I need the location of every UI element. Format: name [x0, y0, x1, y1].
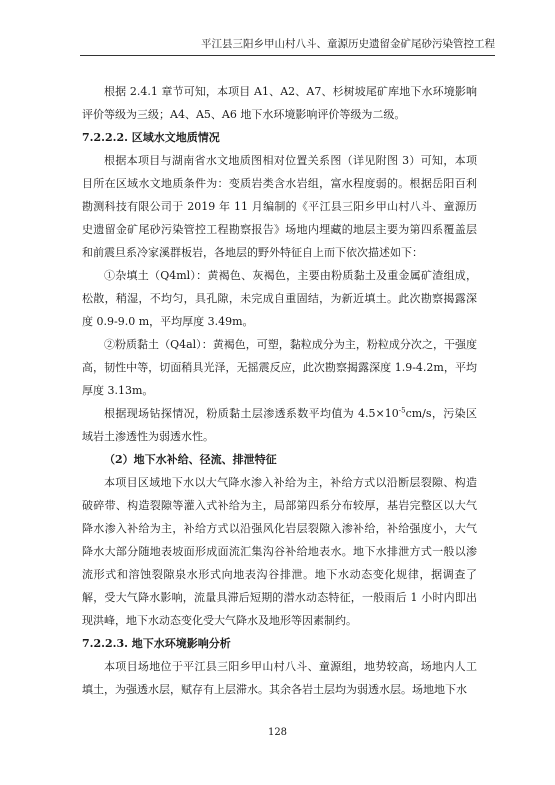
page-body: [82, 80, 477, 701]
paragraph-silty-clay: ②粉质黏土（Q4al）：黄褐色，可塑，黏粒成分为主，粉粒成分次之，干强度高，韧性中等，切面稍具光泽，无摇震反应，此次勘察揭露深度 1.9-4.2m，平均厚度 3.13m。: [82, 338, 477, 397]
paragraph-groundwater-recharge: 本项目区域地下水以大气降水渗入补给为主，补给方式以沿断层裂隙、构造破碎带、构造裂隙等灌入式补给为主，局部第四系分布较厚，基岩完整区以大气降水渗入补给为主，补给方式以沿强风化岩层裂隙入渗补给，补给强度小，大气降水大部分随地表坡面形成面流汇集沟谷补给地表水。地下水排泄方式一般以渗流形式和溶蚀裂隙泉水形式向地表沟谷排泄。地下水动态变化规律，据调查了解，受大气降水影响，流量具滞后短期的潜水动态特征，一般雨后 1 小时内即出现洪峰，地下水动态变化受大气降水及地形等因素制约。: [82, 476, 477, 627]
page-header: 平江县三阳乡甲山村八斗、童源历史遗留金矿尾砂污染管控工程: [80, 36, 495, 56]
paragraph-hydrogeology: 根据本项目与湖南省水文地质图相对位置关系图（详见附图 3）可知，本项目所在区域水文地质条件为：变质岩类含水岩组，富水程度弱的。根据岳阳百利勘测科技有限公司于 2019 年 11 月编制的《平江县三阳乡甲山村八斗、童源历史遗留金矿尾砂污染管控工程勘察报告》场地内埋藏的地层主要为第四系覆盖层和前震旦系冷家溪群板岩，各地层的野外特征自上而下依次描述如下：: [82, 154, 477, 259]
paragraph-groundwater-impact: 本项目场地位于平江县三阳乡甲山村八斗、童源组，地势较高，场地内人工填土，为强透水层，赋存有上层滞水。其余各岩土层均为弱透水层。场地地下水: [82, 660, 477, 696]
permeability-text-pre: 根据现场钻探情况，粉质黏土层渗透系数平均值为 4.5×10: [104, 407, 399, 420]
subsection-heading-groundwater-recharge: （2）地下水补给、径流、排泄特征: [104, 453, 277, 466]
paragraph-assessment-grade: 根据 2.4.1 章节可知，本项目 A1、A2、A7、杉树坡尾矿库地下水环境影响评价等级为三级；A4、A5、A6 地下水环境影响评价等级为二级。: [82, 85, 477, 121]
permeability-text-post: cm/s，污染区域岩土渗透性为弱透水性。: [82, 407, 477, 443]
section-heading-groundwater-impact: 7.2.2.3. 地下水环境影响分析: [82, 637, 231, 650]
paragraph-permeability: [82, 402, 477, 448]
section-heading-regional-hydrogeology: 7.2.2.2. 区域水文地质情况: [82, 131, 220, 144]
permeability-exponent: -5: [398, 406, 406, 415]
paragraph-fill-soil: ①杂填土（Q4ml）：黄褐色、灰褐色，主要由粉质黏土及重金属矿渣组成，松散，稍湿，不均匀，具孔隙，未完成自重固结，为新近填土。此次勘察揭露深度 0.9-9.0 m，平均厚度 3.49m。: [82, 269, 477, 328]
page-number: 128: [267, 727, 288, 738]
